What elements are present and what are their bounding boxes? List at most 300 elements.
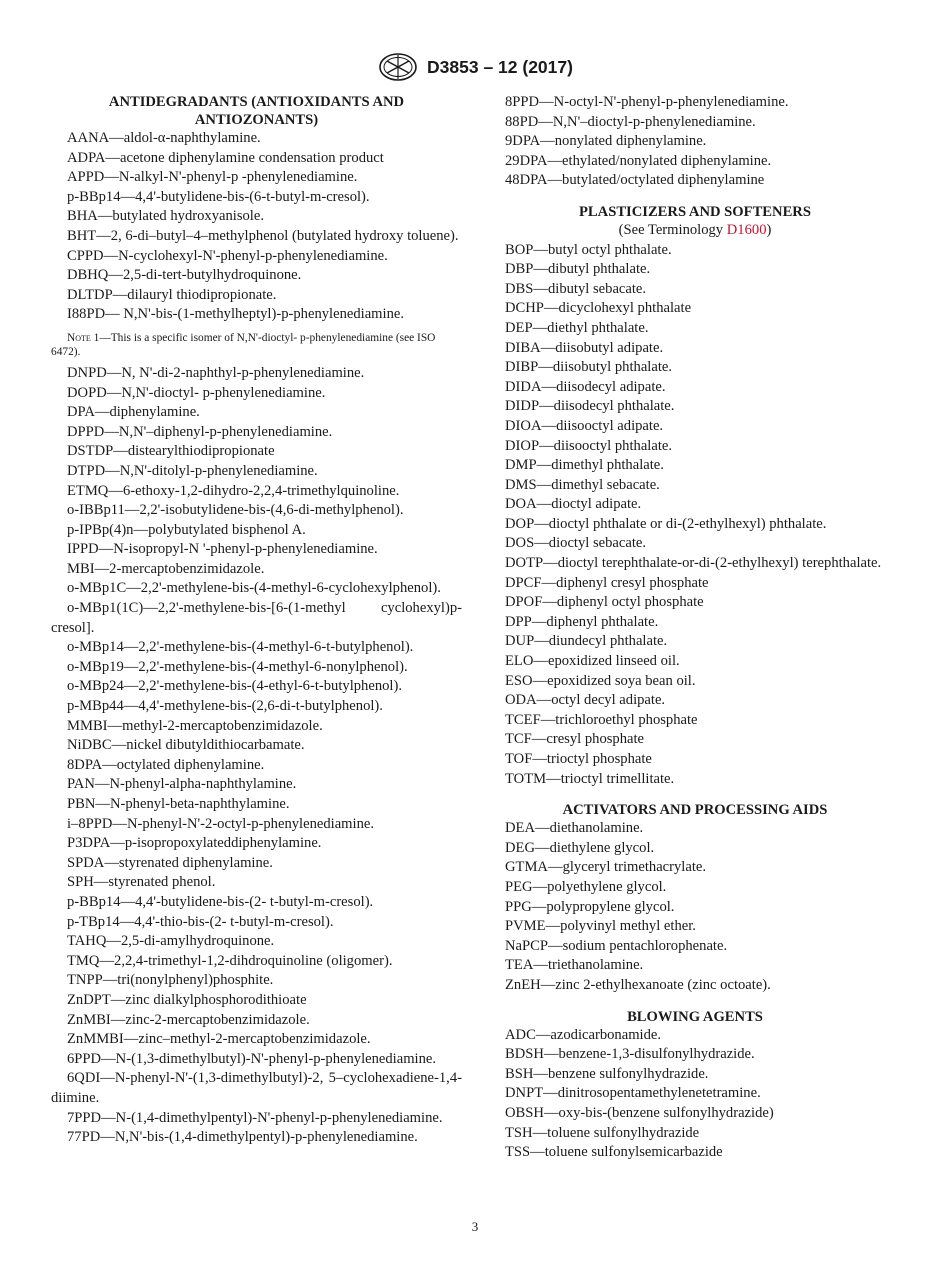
em-dash-separator: —	[543, 300, 559, 317]
definition: toluene sulfonylhydrazide	[547, 1124, 700, 1141]
em-dash-separator: —	[101, 1050, 116, 1067]
abbreviation: o-MBp19	[67, 658, 124, 675]
em-dash-separator: —	[532, 1124, 548, 1141]
abbreviation: DEA	[505, 820, 535, 837]
em-dash-separator: —	[102, 972, 118, 989]
abbreviation: PAN	[67, 776, 95, 793]
em-dash-separator: —	[143, 600, 158, 617]
abbreviation: i–8PPD	[67, 815, 113, 832]
em-dash-separator: —	[112, 815, 128, 832]
definition: dioctyl terephthalate-or-di-(2-ethylhexyl) terephthalate.	[557, 555, 882, 572]
abbreviation-entry	[51, 873, 462, 893]
abbreviation-entry	[51, 1030, 462, 1050]
em-dash-separator: —	[534, 515, 549, 532]
em-dash-separator: —	[541, 574, 557, 591]
abbreviation-entry	[51, 227, 462, 247]
abbreviation-entry	[489, 299, 901, 319]
definition: octylated diphenylamine.	[116, 756, 265, 773]
abbreviation-entry	[489, 613, 901, 633]
em-dash-separator: —	[530, 1144, 545, 1161]
em-dash-separator: —	[94, 404, 110, 421]
definition: N-(1,4-dimethylpentyl)-N'-phenyl-p-phenylenediamine.	[115, 1109, 443, 1126]
definition: N-isopropyl-N '-phenyl-p-phenylenediamine.	[113, 541, 378, 558]
right-column	[489, 93, 901, 1163]
abbreviation-entry	[51, 677, 462, 697]
abbreviation-entry	[489, 1065, 901, 1085]
abbreviation: APPD	[67, 169, 105, 186]
definition: dibutyl sebacate.	[547, 280, 647, 297]
em-dash-separator: —	[104, 169, 119, 186]
definition: 2,2'-methylene-bis-(4-methyl-6-nonylphenol).	[138, 658, 408, 675]
definition: acetone diphenylamine condensation product	[120, 149, 384, 166]
definition: 6-ethoxy-1,2-dihydro-2,2,4-trimethylquinoline.	[122, 482, 400, 499]
em-dash-separator: —	[531, 898, 547, 915]
section-heading: ANTIDEGRADANTS (ANTIOXIDANTS AND ANTIOZONANTS)	[108, 94, 405, 128]
abbreviation-entry	[51, 599, 462, 638]
section-gap	[489, 789, 901, 801]
definition: 4,4'-methylene-bis-(2,6-di-t-butylphenol).	[138, 698, 383, 715]
abbreviation: GTMA	[505, 859, 548, 876]
abbreviation: DBHQ	[67, 267, 109, 284]
em-dash-separator: —	[105, 462, 120, 479]
definition: trioctyl phosphate	[546, 751, 652, 767]
definition: epoxidized linseed oil.	[547, 653, 680, 670]
abbreviation: ZnDPT	[67, 991, 111, 1008]
definition: dioctyl phthalate or di-(2-ethylhexyl) phthalate.	[548, 515, 827, 532]
abbreviation: DPPD	[67, 423, 105, 440]
em-dash-separator: —	[123, 639, 139, 656]
section-gap	[489, 996, 901, 1008]
definition: diisodecyl phthalate.	[553, 398, 675, 415]
abbreviation-entry	[51, 697, 462, 717]
abbreviation-entry	[489, 358, 901, 378]
definition: 2,2'-methylene-bis-(4-methyl-6-cyclohexylphenol).	[140, 580, 441, 597]
astm-logo-icon	[377, 52, 419, 82]
section-gap	[489, 191, 901, 203]
definition: diphenylamine.	[109, 404, 200, 421]
em-dash-separator: —	[539, 94, 554, 110]
definition: N, N'-di-2-naphthyl-p-phenylenediamine.	[121, 364, 365, 381]
abbreviation-entry	[489, 378, 901, 398]
abbreviation: NiDBC	[67, 737, 112, 754]
abbreviation: TAHQ	[67, 933, 107, 950]
abbreviation-entry	[51, 129, 462, 149]
section-heading: PLASTICIZERS AND SOFTENERS	[579, 203, 811, 220]
abbreviation-entry	[489, 858, 901, 878]
abbreviation: PPG	[505, 898, 532, 915]
abbreviation: TMQ	[67, 952, 100, 969]
page-number: 3	[471, 1219, 479, 1234]
em-dash-separator: —	[105, 306, 124, 323]
abbreviation-entry	[489, 1084, 901, 1104]
em-dash-separator: —	[539, 437, 554, 454]
em-dash-separator: —	[534, 535, 549, 552]
definition: sodium pentachlorophenate.	[562, 937, 728, 954]
abbreviation: P3DPA	[67, 835, 111, 852]
abbreviation: DEP	[505, 319, 533, 336]
abbreviation-entry	[51, 854, 462, 874]
abbreviation: ETMQ	[67, 482, 109, 499]
abbreviation-entry	[51, 501, 462, 521]
definition: distearylthiodipropionate	[127, 443, 275, 460]
definition: diethyl phthalate.	[547, 319, 649, 336]
definition: zinc-2-mercaptobenzimidazole.	[125, 1011, 310, 1028]
em-dash-separator: —	[540, 339, 556, 356]
abbreviation: I88PD	[67, 306, 106, 323]
em-dash-separator: —	[123, 658, 139, 675]
definition: N-phenyl-beta-naphthylamine.	[109, 796, 290, 812]
em-dash-separator: —	[541, 417, 557, 434]
em-dash-separator: —	[543, 555, 558, 572]
abbreviation: ESO	[505, 672, 533, 689]
abbreviation-entry	[489, 554, 901, 574]
em-dash-separator: —	[109, 130, 124, 146]
em-dash-separator: —	[108, 482, 123, 499]
abbreviation: CPPD	[67, 247, 104, 264]
em-dash-separator: —	[541, 378, 557, 395]
em-dash-separator: —	[543, 1104, 559, 1121]
abbreviation: DOTP	[505, 555, 544, 572]
definition: N-phenyl-alpha-naphthylamine.	[109, 776, 297, 793]
abbreviation-entry	[51, 932, 462, 952]
definition: dioctyl adipate.	[551, 496, 642, 513]
abbreviation: DPCF	[505, 574, 542, 591]
em-dash-separator: —	[542, 594, 557, 611]
em-dash-separator: —	[532, 751, 547, 767]
em-dash-separator: —	[107, 717, 123, 734]
em-dash-separator: —	[123, 698, 139, 715]
abbreviation-entry	[489, 93, 901, 113]
reference-note-prefix: (See Terminology	[618, 221, 727, 238]
abbreviation: TOTM	[505, 770, 547, 787]
abbreviation: DIOP	[505, 437, 540, 454]
abbreviation: SPH	[67, 874, 94, 891]
em-dash-separator: —	[545, 918, 561, 935]
definition: diethylene glycol.	[549, 839, 655, 856]
definition: diphenyl cresyl phosphate	[556, 574, 709, 591]
definition: N,N'-bis-(1,4-dimethylpentyl)-p-phenylenediamine.	[114, 1129, 418, 1146]
em-dash-separator: —	[101, 1109, 116, 1126]
abbreviation: 88PD	[505, 113, 539, 130]
abbreviation-entry	[51, 305, 462, 325]
abbreviation: p-MBp44	[67, 698, 124, 715]
em-dash-separator: —	[546, 770, 561, 787]
definition: styrenated phenol.	[108, 874, 216, 891]
abbreviation-entry	[51, 756, 462, 776]
definition: dibutyl phthalate.	[547, 261, 651, 278]
terminology-reference-link[interactable]: D1600	[726, 221, 767, 238]
definition: N-octyl-N'-phenyl-p-phenylenediamine.	[553, 94, 789, 110]
definition: dinitrosopentamethylenetetramine.	[557, 1085, 761, 1102]
abbreviation-entry	[51, 1050, 462, 1070]
abbreviation: DBP	[505, 261, 534, 278]
abbreviation: ODA	[505, 692, 537, 709]
definition: benzene-1,3-disulfonylhydrazide.	[558, 1046, 755, 1063]
em-dash-separator: —	[93, 874, 109, 891]
definition: zinc 2-ethylhexanoate (zinc octoate).	[555, 976, 771, 993]
abbreviation-entry	[51, 775, 462, 795]
abbreviation: DSTDP	[67, 443, 114, 460]
em-dash-separator: —	[111, 737, 127, 754]
abbreviation: DIOA	[505, 417, 542, 434]
definition: diethanolamine.	[549, 820, 644, 837]
definition: N-alkyl-N'-phenyl-p -phenylenediamine.	[118, 169, 358, 186]
abbreviation: DEG	[505, 839, 535, 856]
abbreviation: BOP	[505, 241, 534, 258]
abbreviation-entry	[489, 241, 901, 261]
definition: 4,4'-butylidene-bis-(2- t-butyl-m-cresol).	[135, 893, 374, 910]
definition: styrenated diphenylamine.	[118, 854, 273, 871]
abbreviation-entry	[489, 1143, 901, 1163]
em-dash-separator: —	[534, 633, 549, 650]
reference-note-suffix: )	[766, 221, 772, 238]
em-dash-separator: —	[98, 541, 114, 558]
definition: dicyclohexyl phthalate	[558, 300, 692, 317]
abbreviation: 29DPA	[505, 152, 548, 169]
em-dash-separator: —	[543, 1085, 558, 1102]
abbreviation: 6QDI	[67, 1070, 101, 1087]
em-dash-separator: —	[533, 653, 548, 670]
abbreviation: TEA	[505, 957, 534, 974]
abbreviation: ADPA	[67, 149, 106, 166]
abbreviation-entry	[489, 132, 901, 152]
definition: N-(1,3-dimethylbutyl)-N'-phenyl-p-phenylenediamine.	[115, 1050, 437, 1067]
definition: epoxidized soya bean oil.	[547, 672, 696, 689]
abbreviation: 8DPA	[67, 756, 103, 773]
abbreviation: DNPT	[505, 1085, 544, 1102]
definition: p-isopropoxylateddiphenylamine.	[124, 835, 322, 852]
section-heading: BLOWING AGENTS	[627, 1008, 763, 1025]
abbreviation-entry	[51, 188, 462, 208]
abbreviation-entry	[51, 168, 462, 188]
em-dash-separator: —	[123, 1031, 139, 1048]
definition: 2,2'-methylene-bis-(4-ethyl-6-t-butylphenol).	[138, 678, 402, 695]
abbreviation-entry	[489, 898, 901, 918]
em-dash-separator: —	[120, 188, 136, 205]
definition: triethanolamine.	[547, 957, 644, 974]
em-dash-separator: —	[532, 319, 548, 336]
abbreviation-entry	[489, 632, 901, 652]
em-dash-separator: —	[100, 1070, 115, 1087]
definition: tri(nonylphenyl)phosphite.	[117, 972, 274, 989]
definition: benzene sulfonylhydrazide.	[547, 1065, 709, 1082]
definition: diisobutyl adipate.	[555, 339, 664, 356]
em-dash-separator: —	[543, 1046, 559, 1063]
note-text: —This is a specific isomer of N,N'-dioctyl- p-phenylenediamine (see ISO 6472).	[51, 331, 436, 359]
abbreviation-entry	[489, 1104, 901, 1124]
abbreviation-entry	[51, 579, 462, 599]
abbreviation-entry	[489, 878, 901, 898]
abbreviation: 77PD	[67, 1129, 101, 1146]
abbreviation-entry	[51, 717, 462, 737]
em-dash-separator: —	[538, 113, 553, 130]
abbreviation: 48DPA	[505, 172, 548, 189]
em-dash-separator: —	[133, 521, 149, 538]
abbreviation-entry	[489, 515, 901, 535]
section-heading: ACTIVATORS AND PROCESSING AIDS	[562, 802, 828, 819]
em-dash-separator: —	[100, 1129, 115, 1146]
em-dash-separator: —	[533, 280, 548, 297]
definition: cresyl phosphate	[546, 731, 645, 748]
definition: diphenyl octyl phosphate	[556, 594, 704, 611]
abbreviation: ADC	[505, 1026, 536, 1043]
abbreviation: ZnMBI	[67, 1011, 111, 1028]
em-dash-separator: —	[96, 227, 111, 244]
abbreviation: o-MBp1(1C)	[67, 600, 144, 617]
abbreviation-entry	[489, 1026, 901, 1046]
abbreviation: 9DPA	[505, 133, 541, 150]
em-dash-separator: —	[126, 580, 141, 597]
definition: glyceryl trimethacrylate.	[562, 859, 707, 876]
abbreviation-entry	[489, 495, 901, 515]
abbreviation-entry	[489, 770, 901, 790]
abbreviation: o-MBp24	[67, 678, 124, 695]
abbreviation-entry	[51, 384, 462, 404]
abbreviation: 8PPD	[505, 94, 540, 110]
em-dash-separator: —	[540, 976, 556, 993]
abbreviation: DOPD	[67, 384, 107, 401]
definition: dimethyl sebacate.	[551, 476, 660, 493]
definition: butylated hydroxyanisole.	[112, 208, 264, 225]
abbreviation: 6PPD	[67, 1050, 102, 1067]
abbreviation: PBN	[67, 796, 96, 812]
abbreviation: p-TBp14	[67, 913, 120, 930]
definition: butyl octyl phthalate.	[547, 241, 672, 258]
definition: polyethylene glycol.	[547, 878, 667, 895]
em-dash-separator: —	[540, 133, 555, 150]
abbreviation: MBI	[67, 560, 95, 577]
em-dash-separator: —	[547, 859, 563, 876]
abbreviation-entry	[489, 652, 901, 672]
abbreviation: BHA	[67, 208, 98, 225]
definition: azodicarbonamide.	[550, 1026, 662, 1043]
definition: polyvinyl methyl ether.	[560, 918, 696, 935]
abbreviation: TCF	[505, 731, 532, 748]
em-dash-separator: —	[108, 267, 123, 284]
abbreviation: DPOF	[505, 594, 543, 611]
definition: N-phenyl-N'-2-octyl-p-phenylenediamine.	[127, 815, 375, 832]
abbreviation: ELO	[505, 653, 534, 670]
em-dash-separator: —	[547, 152, 563, 169]
abbreviation-entry	[51, 266, 462, 286]
abbreviation: TSH	[505, 1124, 533, 1141]
definition: polypropylene glycol.	[546, 898, 675, 915]
abbreviation-entry	[489, 711, 901, 731]
abbreviation: BHT	[67, 227, 97, 244]
abbreviation: o-MBp14	[67, 639, 124, 656]
abbreviation: SPDA	[67, 854, 105, 871]
abbreviation: DLTDP	[67, 286, 113, 303]
em-dash-separator: —	[106, 364, 122, 381]
em-dash-separator: —	[112, 286, 128, 303]
definition: aldol-α-naphthylamine.	[123, 130, 261, 146]
abbreviation: DIBA	[505, 339, 541, 356]
abbreviation: DBS	[505, 280, 534, 297]
abbreviation-entry	[51, 834, 462, 854]
em-dash-separator: —	[99, 952, 115, 969]
definition: oxy-bis-(benzene sulfonylhydrazide)	[558, 1104, 774, 1121]
em-dash-separator: —	[104, 854, 119, 871]
abbreviation-entry	[489, 839, 901, 859]
note-label: Note 1	[67, 331, 100, 344]
definition: 2,2'-methylene-bis-[6-(1-methyl cyclohexyl)p-cresol].	[51, 600, 462, 636]
em-dash-separator: —	[123, 678, 139, 695]
abbreviation-entry	[51, 638, 462, 658]
abbreviation-entry	[489, 417, 901, 437]
abbreviation-entry	[489, 691, 901, 711]
abbreviation-entry	[489, 730, 901, 750]
abbreviation: PVME	[505, 918, 546, 935]
abbreviation-entry	[51, 952, 462, 972]
abbreviation-entry	[51, 1128, 462, 1148]
definition: 2-mercaptobenzimidazole.	[109, 560, 265, 577]
em-dash-separator: —	[531, 731, 547, 748]
abbreviation-entry	[51, 482, 462, 502]
abbreviation: BDSH	[505, 1046, 544, 1063]
definition: 2,2,4-trimethyl-1,2-dihdroquinoline (oligomer).	[114, 952, 393, 969]
abbreviation: TNPP	[67, 972, 103, 989]
definition: diisobutyl phthalate.	[552, 359, 673, 376]
definition: 2,5-di-tert-butylhydroquinone.	[122, 267, 302, 284]
em-dash-separator: —	[531, 613, 547, 630]
definition: toluene sulfonylsemicarbazide	[544, 1144, 723, 1161]
abbreviation-entry	[51, 815, 462, 835]
abbreviation-entry	[489, 1045, 901, 1065]
abbreviation-entry	[489, 956, 901, 976]
em-dash-separator: —	[536, 496, 552, 513]
em-dash-separator: —	[105, 149, 120, 166]
abbreviation-entry	[51, 560, 462, 580]
abbreviation-entry	[51, 423, 462, 443]
definition: N,N'-bis-(1-methylheptyl)-p-phenylenediamine.	[123, 306, 404, 323]
abbreviation-entry	[489, 319, 901, 339]
left-column	[51, 93, 462, 1148]
em-dash-separator: —	[106, 933, 121, 950]
em-dash-separator: —	[94, 560, 110, 577]
abbreviation: TOF	[505, 751, 533, 767]
abbreviation-entry	[51, 795, 462, 815]
em-dash-separator: —	[119, 913, 135, 930]
em-dash-separator: —	[536, 476, 552, 493]
definition: dioctyl sebacate.	[548, 535, 647, 552]
abbreviation: NaPCP	[505, 937, 548, 954]
abbreviation-entry	[489, 171, 901, 191]
abbreviation-entry	[51, 736, 462, 756]
definition: methyl-2-mercaptobenzimidazole.	[122, 717, 323, 734]
abbreviation: ZnEH	[505, 976, 541, 993]
document-designation: D3853 – 12 (2017)	[427, 56, 573, 77]
section-reference-note	[489, 221, 901, 241]
abbreviation: MMBI	[67, 717, 108, 734]
definition: 4,4'-butylidene-bis-(6-t-butyl-m-cresol).	[135, 188, 370, 205]
em-dash-separator: —	[535, 820, 550, 837]
definition: dimethyl phthalate.	[551, 457, 664, 474]
abbreviation-entry	[489, 976, 901, 996]
abbreviation: 7PPD	[67, 1109, 102, 1126]
abbreviation: BSH	[505, 1065, 534, 1082]
abbreviation: DOA	[505, 496, 537, 513]
abbreviation-entry	[489, 397, 901, 417]
em-dash-separator: —	[539, 398, 554, 415]
abbreviation-entry	[51, 403, 462, 423]
abbreviation-entry	[489, 280, 901, 300]
abbreviation-entry	[489, 750, 901, 770]
abbreviation: o-IBBp11	[67, 502, 125, 519]
em-dash-separator: —	[533, 241, 548, 258]
abbreviation: DIBP	[505, 359, 539, 376]
abbreviation-entry	[489, 152, 901, 172]
em-dash-separator: —	[94, 776, 110, 793]
